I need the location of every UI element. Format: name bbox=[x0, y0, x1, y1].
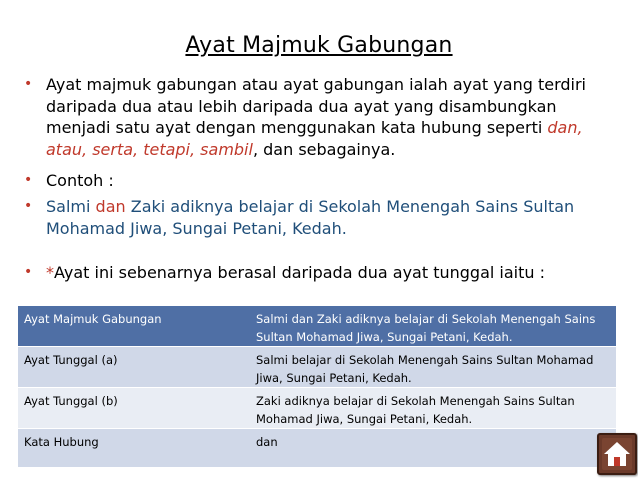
table-cell-label: Ayat Tunggal (a) bbox=[18, 347, 250, 388]
bullet-dot-icon: • bbox=[24, 264, 33, 280]
definition-tail: , dan sebagainya. bbox=[252, 139, 396, 159]
table-row bbox=[18, 388, 616, 429]
home-icon bbox=[599, 435, 635, 473]
table-row bbox=[18, 429, 616, 468]
sentence-table bbox=[18, 306, 616, 468]
definition-text: Ayat majmuk gabungan atau ayat gabungan ialah ayat yang terdiri daripada dua atau lebih daripada dua ayat yang disambungkan menjadi satu ayat dengan menggunakan kata hubung seperti bbox=[46, 75, 586, 137]
table-cell-value: Salmi dan Zaki adiknya belajar di Sekolah Menengah Sains Sultan Mohamad Jiwa, Sungai Petani, Kedah. bbox=[250, 306, 616, 347]
table-cell-label: Ayat Tunggal (b) bbox=[18, 388, 250, 429]
example-conjunction: dan bbox=[95, 197, 126, 216]
bullet-definition bbox=[24, 74, 624, 160]
example-text: Salmi bbox=[46, 197, 96, 216]
bullet-explanation bbox=[24, 262, 545, 284]
table-cell-value: Salmi belajar di Sekolah Menengah Sains Sultan Mohamad Jiwa, Sungai Petani, Kedah. bbox=[250, 347, 616, 388]
example-tail: Zaki adiknya belajar di Sekolah Menengah Sains Sultan Mohamad Jiwa, Sungai Petani, Kedah. bbox=[46, 197, 575, 238]
contoh-label: Contoh : bbox=[46, 171, 114, 190]
table-row bbox=[18, 306, 616, 347]
home-button[interactable] bbox=[597, 433, 637, 475]
asterisk-mark: * bbox=[46, 263, 54, 282]
conjunction-examples: dan, atau, serta, tetapi, sambil bbox=[46, 118, 583, 159]
table-cell-label: Ayat Majmuk Gabungan bbox=[18, 306, 250, 347]
table-row bbox=[18, 347, 616, 388]
bullet-dot-icon: • bbox=[24, 198, 33, 214]
table-cell-label: Kata Hubung bbox=[18, 429, 250, 468]
table-cell-value: Zaki adiknya belajar di Sekolah Menengah Sains Sultan Mohamad Jiwa, Sungai Petani, Kedah. bbox=[250, 388, 616, 429]
bullet-contoh bbox=[24, 170, 114, 192]
explanation-text: Ayat ini sebenarnya berasal daripada dua ayat tunggal iaitu : bbox=[54, 263, 545, 282]
table-cell-value: dan bbox=[250, 429, 616, 468]
bullet-dot-icon: • bbox=[24, 172, 33, 188]
page-title: Ayat Majmuk Gabungan bbox=[185, 33, 453, 58]
bullet-example bbox=[24, 196, 624, 239]
bullet-dot-icon: • bbox=[24, 76, 33, 92]
